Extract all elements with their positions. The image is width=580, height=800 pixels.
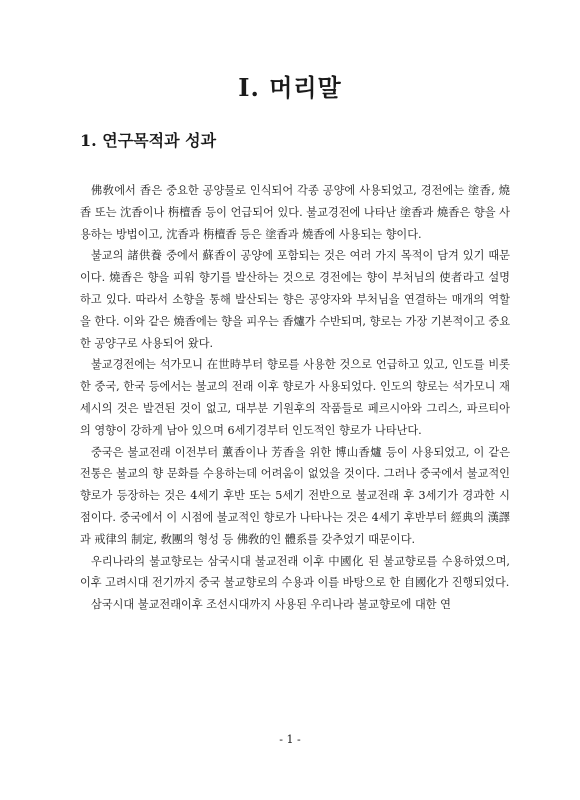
paragraph: 중국은 불교전래 이전부터 薰香이나 芳香을 위한 博山香爐 등이 사용되었고, 이 같은 전통은 불교의 향 문화를 수용하는데 어려움이 없었을 것이다. 그러나 중국에서 불교적인 향로가 등장하는 것은 4세기 후반 또는 5세기 전반으로 불교전래 후 3세기가 경과한 시점이다. 중국에서 이 시점에 불교적인 향로가 나타나는 것은 4세기 후반부터 經典의 漢譯과 戒律의 制定, 敎團의 형성 등 佛敎的인 體系를 갖추었기 때문이다. <box>80 445 510 546</box>
chapter-title: Ⅰ. 머리말 <box>238 73 342 102</box>
paragraph: 삼국시대 불교전래이후 조선시대까지 사용된 우리나라 불교향로에 대한 연 <box>91 598 451 612</box>
paragraph: 불교경전에는 석가모니 在世時부터 향로를 사용한 것으로 언급하고 있고, 인도를 비롯한 중국, 한국 등에서는 불교의 전래 이후 향로가 사용되었다. 인도의 향로는 석가모니 재세시의 것은 발견된 것이 없고, 대부분 기원후의 작품들로 페르시아와 그리스, 파르티아의 영향이 강하게 남아 있으며 6세기경부터 인도적인 향로가 나타난다. <box>80 358 510 437</box>
paragraph: 佛敎에서 香은 중요한 공양물로 인식되어 각종 공양에 사용되었고, 경전에는 塗香, 燒香 또는 沈香이나 栴檀香 등이 언급되어 있다. 불교경전에 나타난 塗香과 燒香은 향을 사용하는 방법이고, 沈香과 栴檀香 등은 塗香과 燒香에 사용되는 향이다. <box>80 184 510 241</box>
body-text <box>80 180 510 616</box>
section-title: 1. 연구목적과 성과 <box>80 131 217 150</box>
paragraph: 불교의 諸供養 중에서 蘇香이 공양에 포함되는 것은 여러 가지 목적이 담겨 있기 때문이다. 燒香은 향을 피워 향기를 발산하는 것으로 경전에는 향이 부처님의 使者라고 설명하고 있다. 따라서 소향을 통해 발산되는 향은 공양자와 부처님을 연결하는 매개의 역할을 한다. 이와 같은 燒香에는 향을 피우는 香爐가 수반되며, 향로는 가장 기본적이고 중요한 공양구로 사용되어 왔다. <box>80 249 510 350</box>
page-number: - 1 - <box>279 733 301 746</box>
paragraph: 우리나라의 불교향로는 삼국시대 불교전래 이후 中國化 된 불교향로를 수용하였으며, 이후 고려시대 전기까지 중국 불교향로의 수용과 이를 바탕으로 한 自國化가 진행되었다. <box>80 554 510 590</box>
